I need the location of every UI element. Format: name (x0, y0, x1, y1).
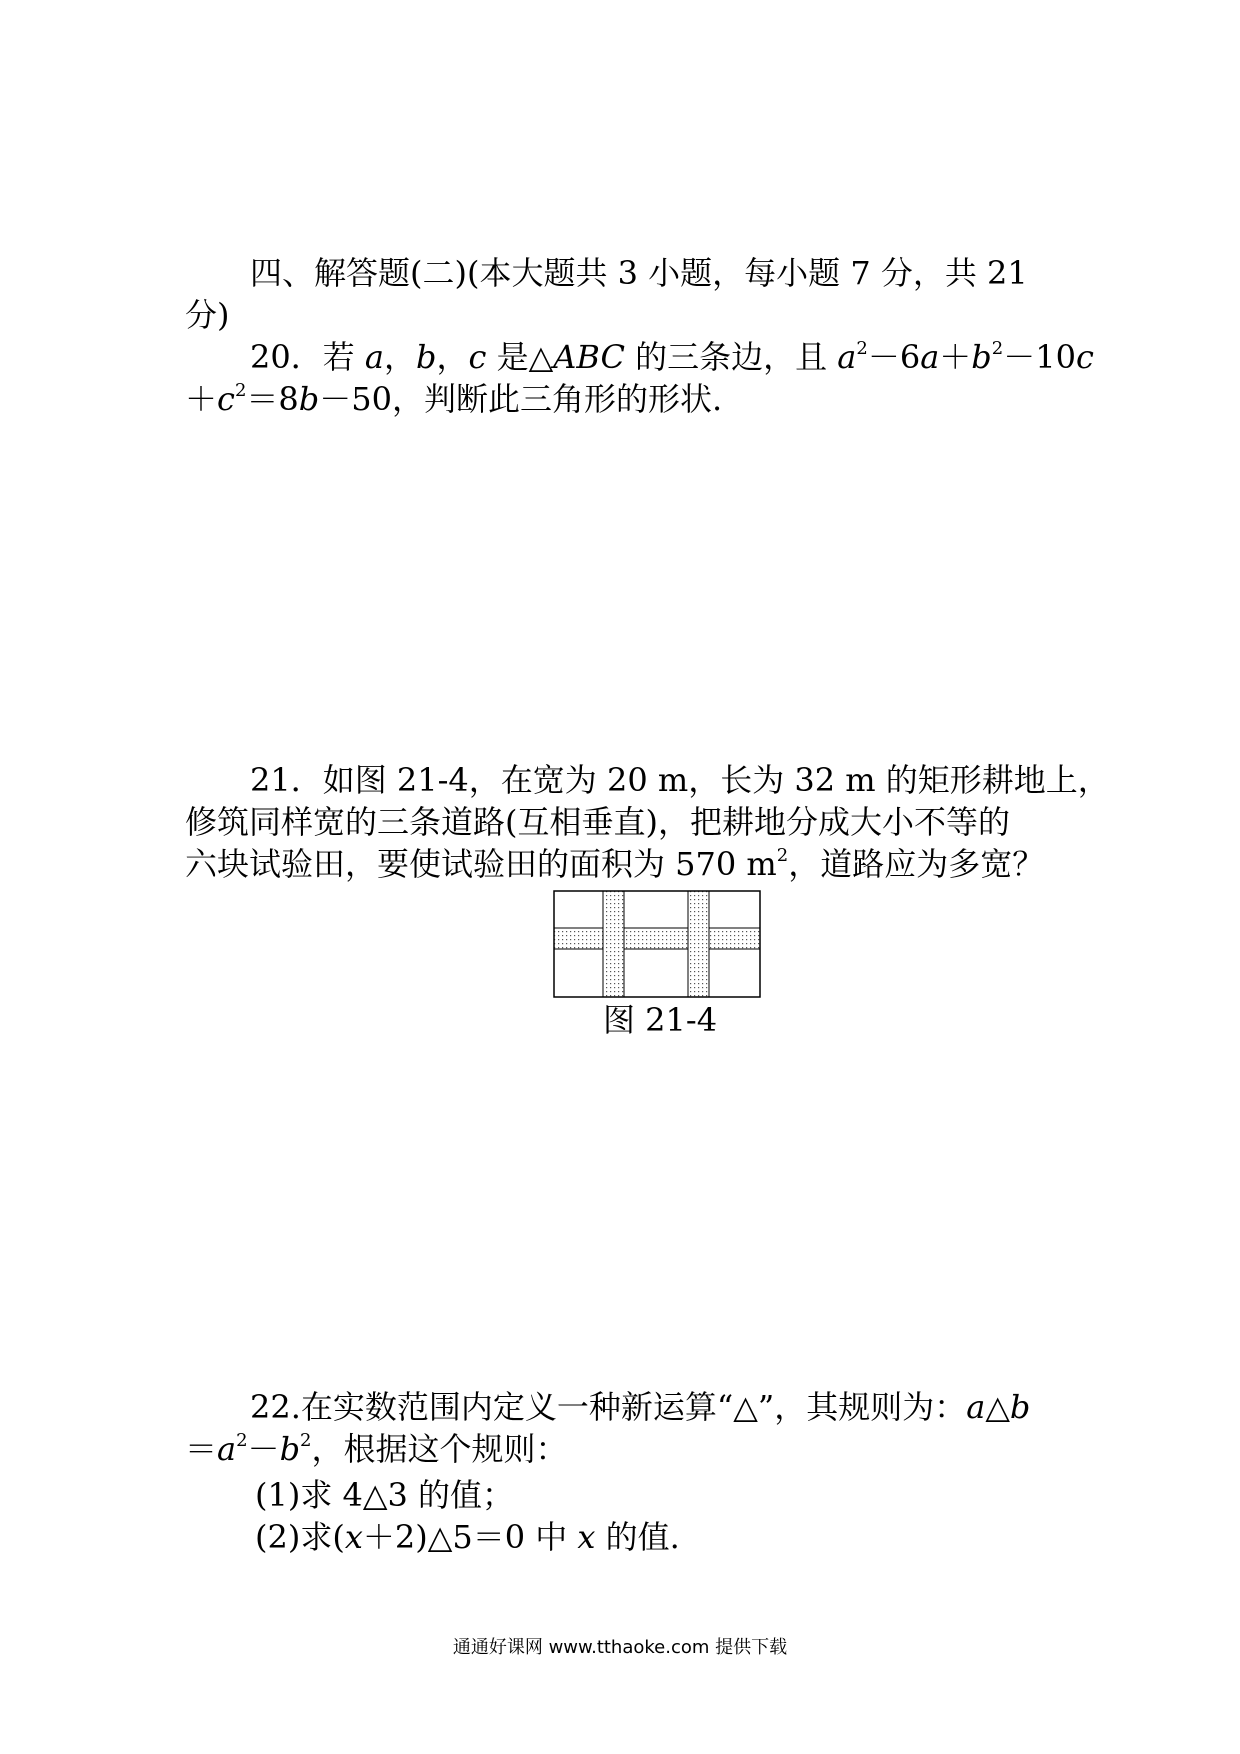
section-heading-line2: 分) (185, 296, 230, 334)
question-20-line2: $+c^2=8b-50$，判断此三角形的形状. (185, 380, 723, 418)
question-22-line2: $=a^2-b^2$，根据这个规则： (185, 1430, 568, 1468)
horizontal-road (554, 928, 760, 949)
figure-caption: 图 21-4 (603, 1001, 718, 1039)
question-21-line1: 21．如图 21-4，在宽为 20 m，长为 32 m 的矩形耕地上， (250, 761, 1110, 799)
field-roads-figure (553, 890, 761, 998)
vertical-road-right (688, 891, 709, 997)
vertical-road-left (603, 891, 624, 997)
question-22-part2: (2)求(x＋2)△5＝0 中 x 的值. (255, 1518, 680, 1556)
question-22-line1: 22.在实数范围内定义一种新运算“△”，其规则为：a△b (250, 1388, 1031, 1426)
footer-download-notice: 通通好课网 www.tthaoke.com 提供下载 (452, 1637, 788, 1658)
question-21-line3: 六块试验田，要使试验田的面积为 570 $m^2$，道路应为多宽？ (185, 845, 1045, 883)
question-20-line1: 20．若 a，b，c 是△ABC 的三条边，且 $a^2-6a+b^2-10c$ (250, 338, 1094, 376)
section-heading-line1: 四、解答题(二)(本大题共 3 小题，每小题 7 分，共 21 (250, 254, 1028, 292)
question-22-part1: (1)求 4△3 的值； (255, 1476, 515, 1514)
question-21-line2: 修筑同样宽的三条道路(互相垂直)，把耕地分成大小不等的 (185, 803, 1010, 841)
